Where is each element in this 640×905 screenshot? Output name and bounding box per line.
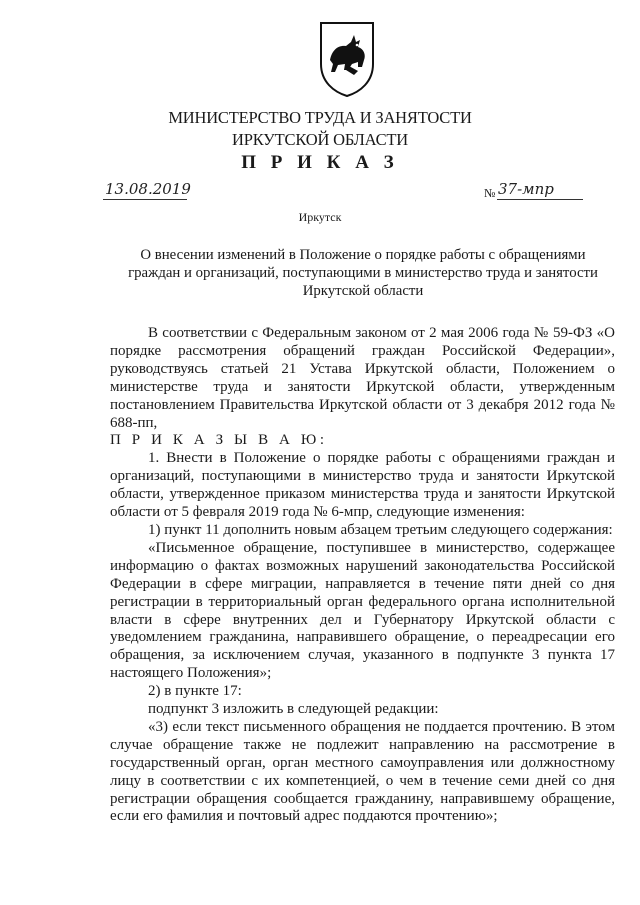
subitem-2-paragraph: 2) в пункте 17: [148, 683, 242, 700]
order-word: П Р И К А З Ы В А Ю: [110, 432, 328, 449]
subitem-2a-paragraph: подпункт 3 изложить в следующей редакции: [148, 701, 439, 718]
number-underline [497, 199, 583, 200]
preamble-paragraph: В соответствии с Федеральным законом от 2 мая 2006 года № 59-ФЗ «О порядке рассмотрения обращений граждан Российской Федерации», руководствуясь статьей 21 Устава Иркутской области, Положением о министерстве труда и занятости Иркутской области, утвержденным постановлением Правительства Иркутской области от 3 декабря 2012 года № 688-пп, [110, 325, 615, 431]
number-label: № [484, 186, 496, 200]
document-body [110, 325, 615, 826]
document-title: П Р И К А З [241, 152, 399, 173]
subitem-1-paragraph: 1) пункт 11 дополнить новым абзацем третьим следующего содержания: [148, 521, 613, 538]
document-subject [110, 246, 616, 301]
coat-of-arms-icon [318, 20, 376, 98]
date-underline [103, 199, 187, 200]
subject-line: Иркутской области [302, 283, 424, 300]
ministry-name-line1: МИНИСТЕРСТВО ТРУДА И ЗАНЯТОСТИ [168, 108, 472, 127]
quote-1-paragraph: «Письменное обращение, поступившее в министерство, содержащее информацию о фактах возможных нарушений законодательства Российской Федерации в сфере миграции, направляется в течение пяти дней со дня регистрации в территориальный орган федерального органа исполнительной власти в сфере внутренних дел и Губернатору Иркутской области с уведомлением гражданина, направившего обращение, о переадресации его обращения, за исключением случая, указанного в подпункте 3 пункта 17 настоящего Положения»; [110, 539, 615, 682]
city: Иркутск [298, 210, 342, 224]
ministry-name-line2: ИРКУТСКОЙ ОБЛАСТИ [232, 130, 408, 149]
quote-2-paragraph: «3) если текст письменного обращения не поддается прочтению. В этом случае обращение также не подлежит направлению на рассмотрение в государственный орган, орган местного самоуправления или должностному лицу в соответствии с их компетенцией, о чем в течение семи дней со дня регистрации обращения сообщается гражданину, направившему обращение, если его фамилия и почтовый адрес поддаются прочтению»; [110, 718, 615, 825]
item-1-paragraph: 1. Внести в Положение о порядке работы с обращениями граждан и организаций, поступающими в министерство труда и занятости Иркутской области, утвержденное приказом министерства труда и занятости Иркутской области от 5 февраля 2019 года № 6-мпр, следующие изменения: [110, 450, 615, 521]
document-date: 13.08.2019 [105, 180, 191, 198]
subject-line: граждан и организаций, поступающими в министерство труда и занятости [128, 265, 598, 282]
subject-line: О внесении изменений в Положение о порядке работы с обращениями [140, 247, 586, 263]
document-number: 37-мпр [498, 180, 554, 198]
